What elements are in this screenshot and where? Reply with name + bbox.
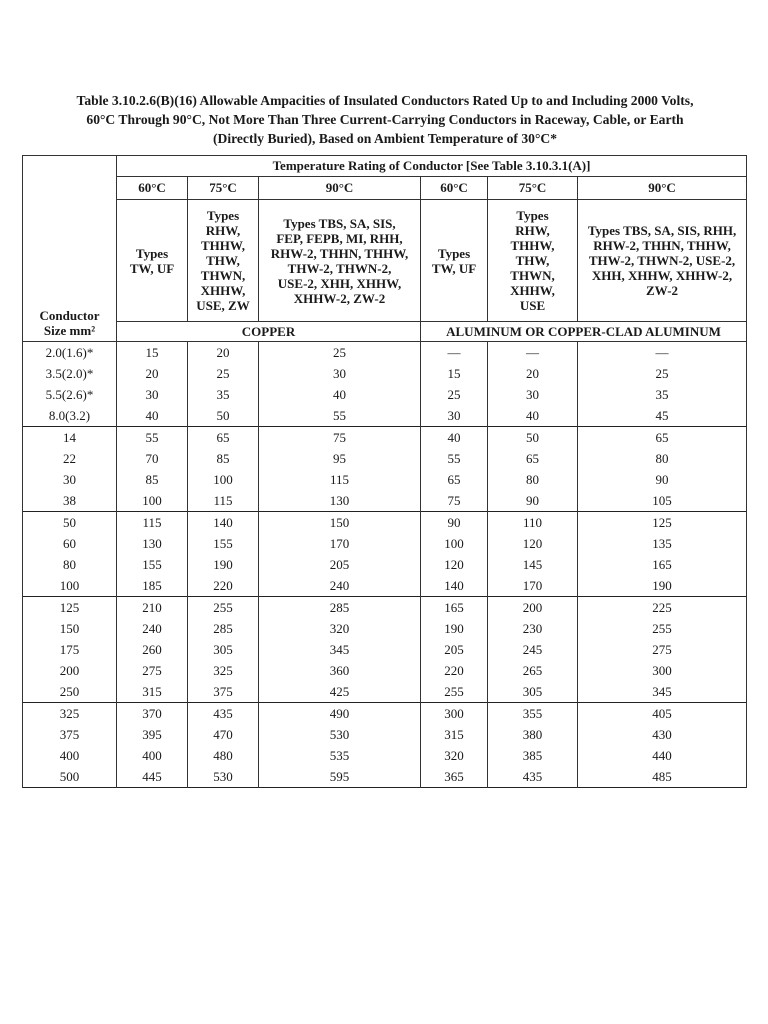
cu-75-cell: 480 (188, 745, 259, 766)
al-75-cell: 265 (488, 660, 578, 681)
al-90-cell: 225 (578, 597, 747, 619)
size-cell: 100 (23, 575, 117, 597)
cu-60-cell: 370 (117, 703, 188, 725)
table-row (23, 490, 747, 512)
al-60-cell: 65 (421, 469, 488, 490)
cu-60-cell: 100 (117, 490, 188, 512)
material-row (23, 322, 747, 342)
table-row (23, 681, 747, 703)
cu-75-cell: 50 (188, 405, 259, 427)
table-row (23, 448, 747, 469)
cu-90-cell: 25 (259, 342, 421, 364)
al-75-cell: 50 (488, 427, 578, 449)
size-header-line-2: Size mm² (43, 323, 96, 338)
al-75-cell: 355 (488, 703, 578, 725)
cu-75-cell: 325 (188, 660, 259, 681)
cu-60-cell: 40 (117, 405, 188, 427)
al-75-cell: 65 (488, 448, 578, 469)
cu-90-cell: 205 (259, 554, 421, 575)
cu-60-cell: 185 (117, 575, 188, 597)
size-cell: 3.5(2.0)* (23, 363, 117, 384)
table-row (23, 512, 747, 534)
type-line: TW, UF (129, 260, 175, 276)
type-line: RHW, (515, 223, 550, 238)
cu-60-cell: 155 (117, 554, 188, 575)
temp-al-60: 60°C (421, 177, 488, 200)
type-line: Types (206, 208, 240, 223)
size-header-line-1: Conductor (39, 308, 100, 323)
type-line: USE (519, 298, 546, 313)
size-cell: 150 (23, 618, 117, 639)
type-line: THW, (515, 253, 550, 268)
aluminum-header: ALUMINUM OR COPPER-CLAD ALUMINUM (421, 322, 747, 342)
al-75-cell: 145 (488, 554, 578, 575)
al-90-cell: 275 (578, 639, 747, 660)
type-line: USE, ZW (196, 298, 250, 313)
cu-75-cell: 435 (188, 703, 259, 725)
type-line: RHW, (205, 223, 241, 238)
cu-75-cell: 255 (188, 597, 259, 619)
type-line: XHHW, (200, 283, 246, 298)
al-90-cell: 345 (578, 681, 747, 703)
temp-cu-60: 60°C (117, 177, 188, 200)
size-cell: 175 (23, 639, 117, 660)
cu-90-cell: 490 (259, 703, 421, 725)
temp-cu-75: 75°C (188, 177, 259, 200)
al-90-cell: 300 (578, 660, 747, 681)
table-row (23, 766, 747, 788)
size-cell: 250 (23, 681, 117, 703)
size-cell: 80 (23, 554, 117, 575)
al-90-cell: 105 (578, 490, 747, 512)
type-line: THWN, (200, 268, 246, 283)
al-60-cell: 365 (421, 766, 488, 788)
al-60-cell: 315 (421, 724, 488, 745)
size-cell: 125 (23, 597, 117, 619)
type-line: THW, (206, 253, 240, 268)
al-90-cell: 190 (578, 575, 747, 597)
table-row (23, 724, 747, 745)
cu-75-cell: 285 (188, 618, 259, 639)
al-75-cell: 90 (488, 490, 578, 512)
type-line: ZW-2 (646, 283, 679, 298)
cu-75-cell: 35 (188, 384, 259, 405)
al-75-cell: 305 (488, 681, 578, 703)
size-cell: 5.5(2.6)* (23, 384, 117, 405)
title-line-2: 60°C Through 90°C, Not More Than Three Current-Carrying Conductors in Raceway, Cable, or Earth (86, 112, 684, 127)
al-60-cell: 55 (421, 448, 488, 469)
cu-75-cell: 190 (188, 554, 259, 575)
type-line: THHW, (510, 238, 555, 253)
type-line: THWN, (510, 268, 555, 283)
size-cell: 200 (23, 660, 117, 681)
al-60-cell: 25 (421, 384, 488, 405)
type-line: FEP, FEPB, MI, RHH, (276, 230, 403, 246)
al-90-cell: 405 (578, 703, 747, 725)
al-90-cell: — (578, 342, 747, 364)
table-row (23, 703, 747, 725)
size-cell: 38 (23, 490, 117, 512)
al-60-cell: 205 (421, 639, 488, 660)
cu-90-cell: 55 (259, 405, 421, 427)
title-line-3: (Directly Buried), Based on Ambient Temperature of 30°C* (212, 131, 557, 146)
table-row (23, 618, 747, 639)
cu-60-cell: 85 (117, 469, 188, 490)
type-line: Types TBS, SA, SIS, RHH, (587, 223, 737, 238)
type-line: RHW-2, THHN, THHW, (270, 245, 409, 261)
table-row (23, 575, 747, 597)
al-60-cell: 15 (421, 363, 488, 384)
cu-75-cell: 220 (188, 575, 259, 597)
cu-90-cell: 170 (259, 533, 421, 554)
temp-al-90: 90°C (578, 177, 747, 200)
al-75-cell: 80 (488, 469, 578, 490)
type-line: XHH, XHHW, XHHW-2, (591, 268, 733, 283)
title-line-1: Table 3.10.2.6(B)(16) Allowable Ampacities of Insulated Conductors Rated Up to and Including 2000 Volts, (76, 93, 694, 108)
al-75-cell: — (488, 342, 578, 364)
cu-90-cell: 95 (259, 448, 421, 469)
conductor-size-header (23, 156, 117, 342)
al-90-cell: 165 (578, 554, 747, 575)
cu-60-cell: 315 (117, 681, 188, 703)
cu-90-cell: 425 (259, 681, 421, 703)
al-60-cell: 90 (421, 512, 488, 534)
types-al-90 (578, 200, 747, 322)
table-row (23, 405, 747, 427)
al-90-cell: 35 (578, 384, 747, 405)
al-90-cell: 430 (578, 724, 747, 745)
al-90-cell: 125 (578, 512, 747, 534)
cu-60-cell: 115 (117, 512, 188, 534)
cu-60-cell: 70 (117, 448, 188, 469)
al-90-cell: 135 (578, 533, 747, 554)
cu-75-cell: 470 (188, 724, 259, 745)
cu-60-cell: 20 (117, 363, 188, 384)
temp-cu-90: 90°C (259, 177, 421, 200)
types-cu-90 (259, 200, 421, 322)
cu-75-cell: 25 (188, 363, 259, 384)
type-line: TW, UF (431, 260, 477, 276)
al-75-cell: 110 (488, 512, 578, 534)
al-90-cell: 25 (578, 363, 747, 384)
al-75-cell: 30 (488, 384, 578, 405)
cu-75-cell: 305 (188, 639, 259, 660)
table-row (23, 639, 747, 660)
temperature-rating-header: Temperature Rating of Conductor [See Table 3.10.3.1(A)] (117, 156, 747, 177)
cu-60-cell: 240 (117, 618, 188, 639)
al-75-cell: 385 (488, 745, 578, 766)
al-60-cell: — (421, 342, 488, 364)
type-line: USE-2, XHH, XHHW, (277, 275, 402, 291)
cu-90-cell: 320 (259, 618, 421, 639)
type-line: Types TBS, SA, SIS, (283, 215, 396, 231)
al-75-cell: 435 (488, 766, 578, 788)
cu-60-cell: 400 (117, 745, 188, 766)
al-75-cell: 20 (488, 363, 578, 384)
rating-header-row (23, 156, 747, 177)
cu-60-cell: 445 (117, 766, 188, 788)
al-75-cell: 380 (488, 724, 578, 745)
type-line: Types (516, 208, 549, 223)
al-75-cell: 230 (488, 618, 578, 639)
cu-90-cell: 285 (259, 597, 421, 619)
al-60-cell: 300 (421, 703, 488, 725)
table-row (23, 745, 747, 766)
cu-60-cell: 30 (117, 384, 188, 405)
al-90-cell: 80 (578, 448, 747, 469)
table-row (23, 342, 747, 364)
size-cell: 60 (23, 533, 117, 554)
types-cu-75 (188, 200, 259, 322)
al-90-cell: 90 (578, 469, 747, 490)
cu-90-cell: 595 (259, 766, 421, 788)
cu-90-cell: 240 (259, 575, 421, 597)
table-row (23, 597, 747, 619)
al-90-cell: 485 (578, 766, 747, 788)
al-75-cell: 170 (488, 575, 578, 597)
cu-75-cell: 155 (188, 533, 259, 554)
types-al-60 (421, 200, 488, 322)
al-90-cell: 45 (578, 405, 747, 427)
al-60-cell: 320 (421, 745, 488, 766)
table-row (23, 427, 747, 449)
cu-90-cell: 345 (259, 639, 421, 660)
al-60-cell: 40 (421, 427, 488, 449)
cu-60-cell: 275 (117, 660, 188, 681)
size-cell: 2.0(1.6)* (23, 342, 117, 364)
table-row (23, 384, 747, 405)
cu-60-cell: 15 (117, 342, 188, 364)
cu-75-cell: 115 (188, 490, 259, 512)
table-row (23, 363, 747, 384)
temperature-row (23, 177, 747, 200)
size-cell: 500 (23, 766, 117, 788)
al-75-cell: 245 (488, 639, 578, 660)
table-row (23, 554, 747, 575)
cu-75-cell: 85 (188, 448, 259, 469)
insulation-types-row (23, 200, 747, 322)
cu-60-cell: 210 (117, 597, 188, 619)
cu-90-cell: 535 (259, 745, 421, 766)
al-60-cell: 220 (421, 660, 488, 681)
al-60-cell: 120 (421, 554, 488, 575)
ampacity-table (22, 155, 747, 788)
cu-75-cell: 65 (188, 427, 259, 449)
cu-90-cell: 150 (259, 512, 421, 534)
al-75-cell: 200 (488, 597, 578, 619)
type-line: Types (437, 245, 471, 261)
type-line: THHW, (201, 238, 245, 253)
al-90-cell: 65 (578, 427, 747, 449)
type-line: XHHW, (510, 283, 555, 298)
al-60-cell: 140 (421, 575, 488, 597)
cu-90-cell: 30 (259, 363, 421, 384)
type-line: THW-2, THWN-2, (287, 260, 392, 276)
al-75-cell: 40 (488, 405, 578, 427)
cu-90-cell: 75 (259, 427, 421, 449)
cu-60-cell: 130 (117, 533, 188, 554)
table-title (20, 91, 750, 148)
al-90-cell: 440 (578, 745, 747, 766)
al-60-cell: 190 (421, 618, 488, 639)
size-cell: 30 (23, 469, 117, 490)
cu-75-cell: 20 (188, 342, 259, 364)
cu-60-cell: 395 (117, 724, 188, 745)
al-60-cell: 30 (421, 405, 488, 427)
type-line: XHHW-2, ZW-2 (293, 290, 386, 306)
size-cell: 375 (23, 724, 117, 745)
cu-75-cell: 140 (188, 512, 259, 534)
size-cell: 22 (23, 448, 117, 469)
size-cell: 8.0(3.2) (23, 405, 117, 427)
cu-60-cell: 55 (117, 427, 188, 449)
size-cell: 400 (23, 745, 117, 766)
cu-90-cell: 360 (259, 660, 421, 681)
cu-75-cell: 530 (188, 766, 259, 788)
size-cell: 325 (23, 703, 117, 725)
al-60-cell: 165 (421, 597, 488, 619)
cu-90-cell: 40 (259, 384, 421, 405)
cu-75-cell: 375 (188, 681, 259, 703)
type-line: RHW-2, THHN, THHW, (593, 238, 731, 253)
size-cell: 50 (23, 512, 117, 534)
table-row (23, 660, 747, 681)
al-90-cell: 255 (578, 618, 747, 639)
copper-header: COPPER (117, 322, 421, 342)
type-line: Types (135, 245, 169, 261)
al-60-cell: 255 (421, 681, 488, 703)
cu-60-cell: 260 (117, 639, 188, 660)
types-cu-60 (117, 200, 188, 322)
cu-75-cell: 100 (188, 469, 259, 490)
al-75-cell: 120 (488, 533, 578, 554)
type-line: THW-2, THWN-2, USE-2, (588, 253, 736, 268)
cu-90-cell: 115 (259, 469, 421, 490)
al-60-cell: 100 (421, 533, 488, 554)
cu-90-cell: 130 (259, 490, 421, 512)
cu-90-cell: 530 (259, 724, 421, 745)
table-row (23, 533, 747, 554)
al-60-cell: 75 (421, 490, 488, 512)
size-cell: 14 (23, 427, 117, 449)
temp-al-75: 75°C (488, 177, 578, 200)
table-row (23, 469, 747, 490)
types-al-75 (488, 200, 578, 322)
